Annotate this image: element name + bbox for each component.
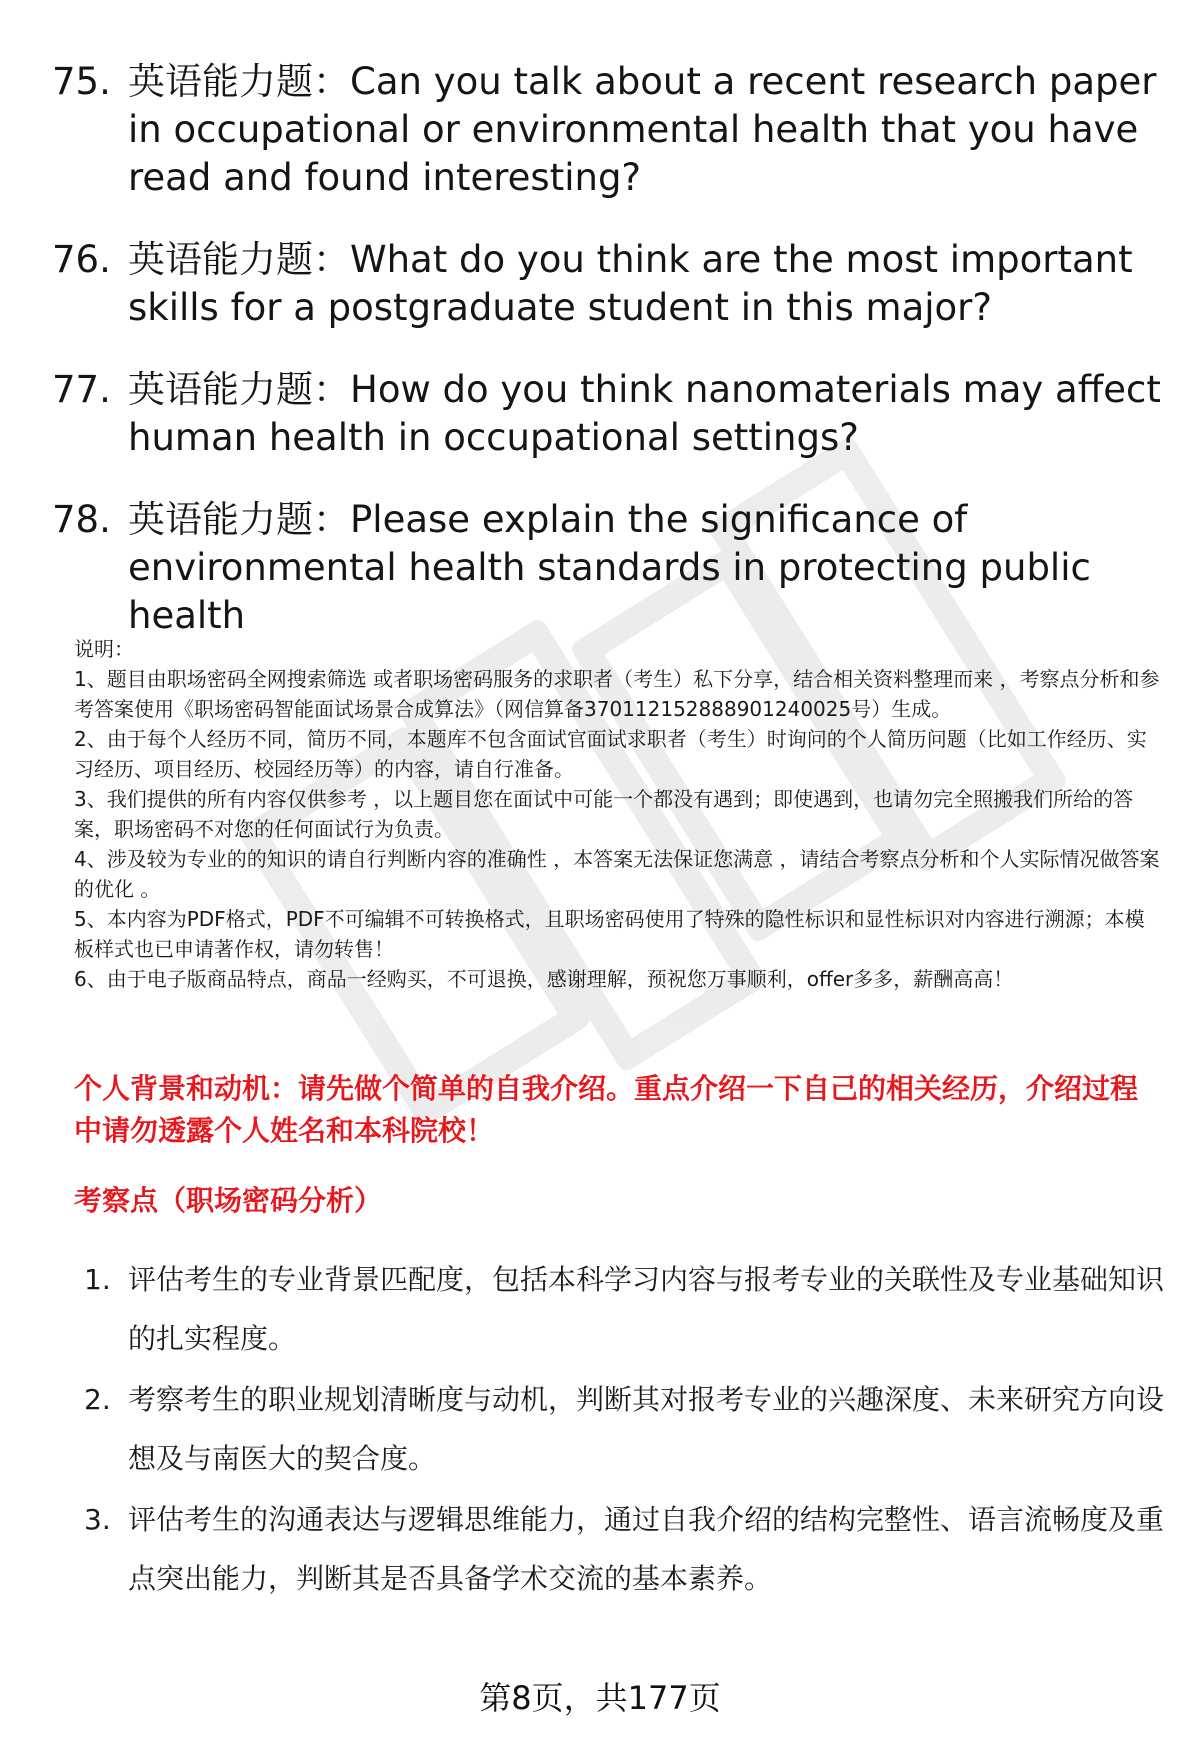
- page-number: 第8页，共177页: [479, 1679, 721, 1717]
- point-text: 考察考生的职业规划清晰度与动机，判断其对报考专业的兴趣深度、未来研究方向设想及与南医大的契合度。: [128, 1383, 1165, 1475]
- analysis-point: [84, 1370, 1164, 1488]
- analysis-points-list: [84, 1250, 1164, 1610]
- notes-section: [74, 634, 1164, 994]
- note-item: 4、涉及较为专业的的知识的请自行判断内容的准确性 ，本答案无法保证您满意 ，请结合考察点分析和个人实际情况做答案的优化 。: [74, 847, 1160, 901]
- question-number: 78.: [52, 498, 111, 541]
- question-text: 英语能力题：What do you think are the most important skills for a postgraduate student in this major?: [128, 238, 1133, 329]
- question-item: [52, 366, 1162, 462]
- note-item: 3、我们提供的所有内容仅供参考 ，以上题目您在面试中可能一个都没有遇到；即使遇到，也请勿完全照搬我们所给的答案，职场密码不对您的任何面试行为负责。: [74, 787, 1134, 841]
- point-number: 3.: [84, 1503, 111, 1536]
- note-item: 2、由于每个人经历不同，简历不同，本题库不包含面试官面试求职者（考生）时询问的个人简历问题（比如工作经历、实习经历、项目经历、校园经历等）的内容，请自行准备。: [74, 727, 1147, 781]
- question-text: 英语能力题：Can you talk about a recent research paper in occupational or environmental health that you have read and found interesting?: [128, 60, 1157, 199]
- question-text: 英语能力题：How do you think nanomaterials may affect human health in occupational settings?: [128, 368, 1161, 459]
- question-text: 英语能力题：Please explain the significance of environmental health standards in protecting public health: [128, 498, 1091, 637]
- section-heading: 个人背景和动机：请先做个简单的自我介绍。重点介绍一下自己的相关经历，介绍过程中请勿透露个人姓名和本科院校！: [74, 1072, 1139, 1147]
- note-item: 5、本内容为PDF格式，PDF不可编辑不可转换格式，且职场密码使用了特殊的隐性标识和显性标识对内容进行溯源；本模板样式也已申请著作权，请勿转售！: [74, 907, 1145, 961]
- point-number: 1.: [84, 1263, 111, 1296]
- question-number: 76.: [52, 238, 111, 281]
- analysis-point: [84, 1490, 1164, 1608]
- point-text: 评估考生的沟通表达与逻辑思维能力，通过自我介绍的结构完整性、语言流畅度及重点突出能力，判断其是否具备学术交流的基本素养。: [128, 1503, 1165, 1595]
- analysis-point: [84, 1250, 1164, 1368]
- section-subheading: 考察点（职场密码分析）: [74, 1184, 383, 1217]
- question-item: [52, 236, 1162, 332]
- notes-title: 说明：: [74, 637, 134, 661]
- note-item: 1、题目由职场密码全网搜索筛选 或者职场密码服务的求职者（考生）私下分享，结合相关资料整理而来 ，考察点分析和参考答案使用《职场密码智能面试场景合成算法》（网信算备370112152888901240025号）生成。: [74, 667, 1160, 721]
- question-item: [52, 496, 1162, 640]
- question-number: 75.: [52, 60, 111, 103]
- question-number: 77.: [52, 368, 111, 411]
- question-list: [52, 58, 1162, 674]
- note-item: 6、由于电子版商品特点，商品一经购买，不可退换，感谢理解，预祝您万事顺利，offer多多，薪酬高高！: [74, 967, 1014, 991]
- point-number: 2.: [84, 1383, 111, 1416]
- point-text: 评估考生的专业背景匹配度，包括本科学习内容与报考专业的关联性及专业基础知识的扎实程度。: [128, 1263, 1165, 1355]
- question-item: [52, 58, 1162, 202]
